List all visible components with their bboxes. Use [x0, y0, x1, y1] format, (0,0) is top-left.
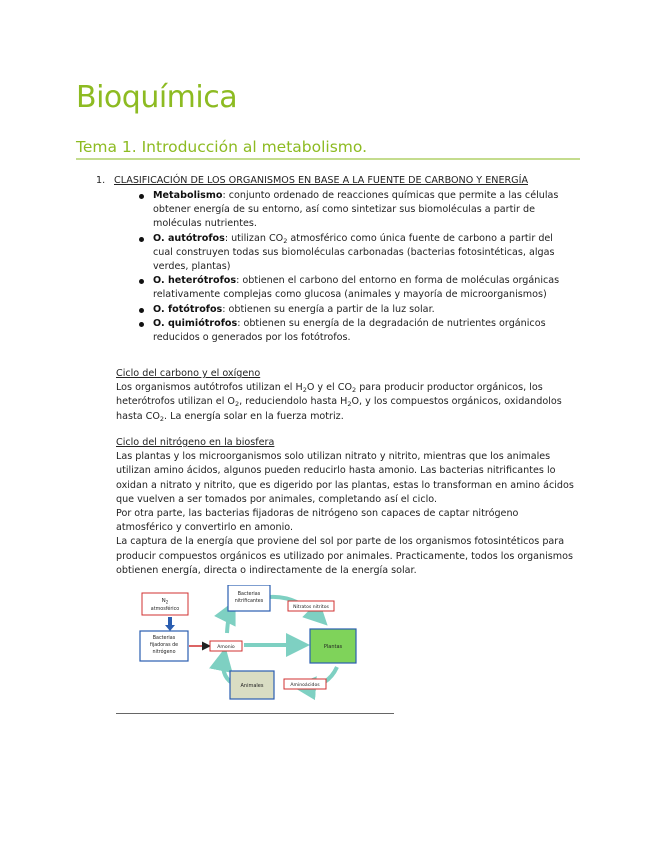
term: fotótrofos [167, 303, 223, 315]
list-item [139, 189, 569, 232]
term: heterótrofos [167, 275, 237, 287]
definition: : conjunto ordenado de reacciones químicas que permite a las células obtener energía de su entorno, así como sintetizar sus biomoléculas a partir de moléculas nutrientes. [153, 190, 559, 230]
definition: : obtienen su energía de la degradación de nutrientes orgánicos reducidos o generados por los fotótrofos. [153, 317, 546, 344]
list-item [139, 274, 569, 302]
list-number: 1. [96, 175, 106, 186]
definition-cont: atmosférico como única fuente de carbono a partir del cual construyen todas sus biomoléculas carbonadas (bacterias fotosintéticas, algas verdes, plantas) [153, 232, 555, 273]
list-item [139, 303, 569, 317]
svg-text:Amonio: Amonio [217, 645, 235, 650]
page-title: Bioquímica [76, 80, 238, 115]
term-prefix: O. [153, 275, 168, 287]
bullet-icon [139, 237, 144, 242]
section-title: Tema 1. Introducción al metabolismo. [76, 138, 368, 156]
bullet-icon [139, 322, 144, 327]
list-heading-text: CLASIFICACIÓN DE LOS ORGANISMOS EN BASE A LA FUENTE DE CARBONO Y ENERGÍA [114, 175, 529, 186]
bullet-icon [139, 308, 144, 313]
nitrogen-cycle-diagram [132, 585, 368, 707]
carbon-cycle-heading: Ciclo del carbono y el oxígeno [116, 368, 261, 379]
term: Metabolismo [153, 190, 223, 201]
term-prefix: O. [153, 317, 168, 329]
svg-text:N2: $N_2$ [161, 598, 169, 605]
svg-text:Animales: Animales [240, 683, 264, 689]
bullet-icon [139, 194, 144, 199]
carbon-cycle-section [116, 367, 576, 424]
svg-text:nitrificantes: nitrificantes [234, 599, 264, 604]
svg-text:Bacterias: Bacterias [152, 636, 176, 641]
nitrogen-cycle-section [116, 436, 576, 578]
definition: : obtienen su energía a partir de la luz solar. [222, 303, 435, 315]
svg-text:Bacterias: Bacterias [237, 592, 261, 597]
nitrifying-box [228, 585, 270, 611]
nitrogen-cycle-heading: Ciclo del nitrógeno en la biosfera [116, 437, 275, 448]
svg-text:fijadoras de: fijadoras de [149, 643, 179, 648]
term: autótrofos [167, 232, 225, 244]
definition: : utilizan CO [224, 232, 284, 244]
carbon-text: Los organismos autótrofos utilizan el $H_2O$ y el $CO_2$ para producir productor orgánicos, los heterótrofos utilizan el $O_2$, reduciendolo hasta $H_2O$, y los compuestos orgánicos, oxidandolos hasta $CO_2$. La energía solar en la fuerza motriz. [116, 382, 562, 423]
svg-text:atmosférico: atmosférico [150, 607, 180, 612]
classification-list [139, 189, 569, 345]
list-item [139, 232, 569, 275]
term-prefix: O. [153, 232, 168, 244]
title-divider [76, 158, 580, 160]
term: quimiótrofos [167, 317, 238, 329]
list-item [139, 317, 569, 345]
bullet-icon [139, 279, 144, 284]
nitrogen-paragraph-2: Por otra parte, las bacterias fijadoras de nitrógeno son capaces de captar nitrógeno atmosférico y convertirlo en amonio. [116, 508, 519, 534]
nitrogen-paragraph-1: Las plantas y los microorganismos solo utilizan nitrato y nitrito, mientras que los animales utilizan amino ácidos, algunos pueden reducirlo hasta amonio. Las bacterias nitrificantes lo oxidan a nitrato y nitrito, que es digerido por las plantas, estas lo transforman en amino ácidos que vuelven a ser tomados por animales, completando así el ciclo. [116, 451, 574, 505]
energy-paragraph: La captura de la energía que proviene del sol por parte de los organismos fotosintéticos para producir compuestos orgánicos es utilizado por animales. Practicamente, todos los organismos obtienen energía, directa o indirectamente de la energía solar. [116, 536, 573, 576]
svg-text:Nitratos nitritos: Nitratos nitritos [293, 605, 329, 610]
bottom-divider [116, 713, 394, 714]
subscript: 2 [283, 236, 288, 245]
definition: : obtienen el carbono del entorno en forma de moléculas orgánicas relativamente complejas como glucosa (animales y mayoría de microorganismos) [153, 275, 560, 301]
svg-text:Aminoácidos: Aminoácidos [290, 683, 320, 688]
svg-text:nitrógeno: nitrógeno [152, 650, 176, 655]
term-prefix: O. [153, 303, 168, 315]
svg-text:Plantas: Plantas [323, 644, 343, 650]
